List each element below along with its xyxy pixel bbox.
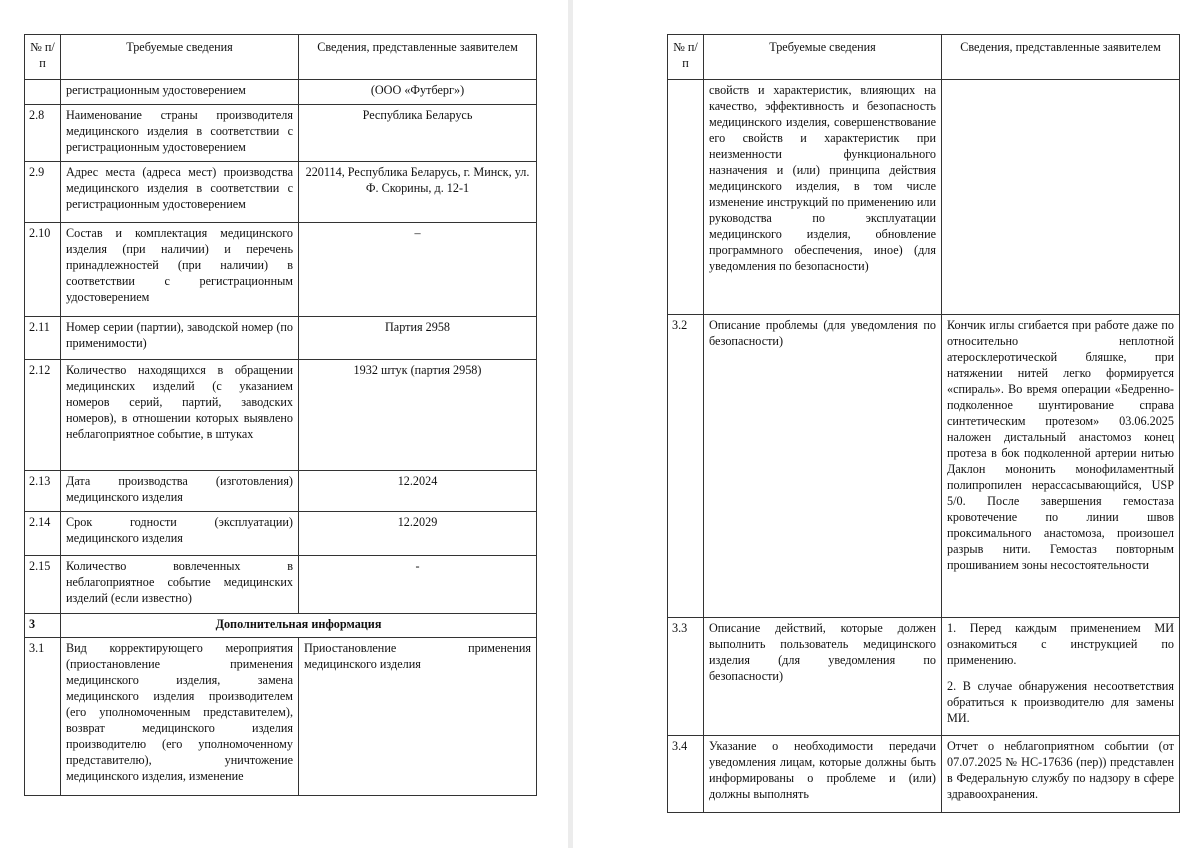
row-num: 2.10 [25,223,61,317]
row-provided: 220114, Республика Беларусь, г. Минск, ул. Ф. Скорины, д. 12-1 [299,162,537,223]
row-required: Количество вовлеченных в неблагоприятное событие медицинских изделий (если известно) [61,556,299,614]
row-num [668,80,704,315]
table-header-row [668,35,1180,80]
row-provided: Кончик иглы сгибается при работе даже по относительно неплотной атеросклеротической бляшке, при натяжении нитей легко формируется «спираль». Во время операции «Бедренно-подколенное шунтирование справа синтетическим протезом» 03.06.2025 наложен дистальный анастомоз конец протеза в бок подколенной артерии нитью Даклон мононить монофиламентный полипропилен нерассасывающийся, USP 5/0. После завершения гемостаза кровотечение по линии швов проксимального анастомоза, произошел разрыв нити. Гемостаз повторным прошиванием зоны несостоятельности [942,315,1180,618]
section-title: Дополнительная информация [61,614,537,638]
row-provided: 1932 штук (партия 2958) [299,360,537,471]
info-table-left [24,34,537,796]
document-page-left [0,0,568,848]
row-num: 3.2 [668,315,704,618]
row-provided: - [299,556,537,614]
row-required: Описание проблемы (для уведомления по безопасности) [704,315,942,618]
table-row [668,618,1180,736]
row-provided: (ООО «Футберг») [299,80,537,105]
row-num: 3.4 [668,736,704,813]
row-required: Вид корректирующего мероприятия (приостановление применения медицинского изделия, замена медицинского изделия производителем (его уполномоченным представителем), возврат медицинского изделия производителю (его уполномоченному представителю), уничтожение медицинского изделия, изменение [61,638,299,796]
header-provided: Сведения, представленные заявителем [942,35,1180,80]
table-row [25,317,537,360]
row-required: Указание о необходимости передачи уведомления лицам, которые должны быть информированы о проблеме и (или) должны выполнять [704,736,942,813]
row-num: 2.15 [25,556,61,614]
header-required: Требуемые сведения [61,35,299,80]
row-num: 2.13 [25,471,61,512]
row-num: 2.14 [25,512,61,556]
row-provided [942,618,1180,736]
row-required: Количество находящихся в обращении медицинских изделий (с указанием номеров серий, партий, заводских номеров), в отношении которых выявлено неблагоприятное событие, в штуках [61,360,299,471]
instruction-2: 2. В случае обнаружения несоответствия обратиться к производителю для замены МИ. [947,679,1174,725]
row-provided: – [299,223,537,317]
document-page-right [573,0,1201,848]
row-provided: Республика Беларусь [299,105,537,162]
table-row [25,162,537,223]
row-required: Описание действий, которые должен выполнить пользователь медицинского изделия (для уведомления по безопасности) [704,618,942,736]
row-required: Дата производства (изготовления) медицинского изделия [61,471,299,512]
header-required: Требуемые сведения [704,35,942,80]
info-table-right [667,34,1180,813]
table-row [25,223,537,317]
row-provided: 12.2024 [299,471,537,512]
row-num [25,80,61,105]
row-required: Срок годности (эксплуатации) медицинского изделия [61,512,299,556]
table-row [25,360,537,471]
row-required: свойств и характеристик, влияющих на качество, эффективность и безопасность медицинского изделия, совершенствование его свойств и характеристик при неизменности функционального назначения и (или) принципа действия медицинского изделия, в том числе изменение инструкций по применению или руководства по эксплуатации медицинского изделия, обновление программного обеспечения, иное) (для уведомления по безопасности) [704,80,942,315]
row-num: 2.11 [25,317,61,360]
table-row [25,471,537,512]
table-row [668,315,1180,618]
row-num: 3.1 [25,638,61,796]
row-required: Состав и комплектация медицинского изделия (при наличии) и перечень принадлежностей (при наличии) в соответствии с регистрационным удостоверением [61,223,299,317]
header-provided: Сведения, представленные заявителем [299,35,537,80]
row-num: 2.8 [25,105,61,162]
row-provided: Приостановление применения медицинского изделия [299,638,537,796]
table-header-row [25,35,537,80]
table-row [668,80,1180,315]
row-provided [942,80,1180,315]
table-row [25,105,537,162]
row-provided: Отчет о неблагоприятном событии (от 07.07.2025 № НС-17636 (пер)) представлен в Федеральную службу по надзору в сфере здравоохранения. [942,736,1180,813]
table-row [25,638,537,796]
table-row [25,80,537,105]
section-header-row [25,614,537,638]
section-num: 3 [25,614,61,638]
row-required: регистрационным удостоверением [61,80,299,105]
row-required: Наименование страны производителя медицинского изделия в соответствии с регистрационным удостоверением [61,105,299,162]
row-num: 2.12 [25,360,61,471]
table-row [25,556,537,614]
header-num: № п/п [668,35,704,80]
row-num: 3.3 [668,618,704,736]
table-row [25,512,537,556]
row-required: Адрес места (адреса мест) производства медицинского изделия в соответствии с регистрационным удостоверением [61,162,299,223]
instruction-1: 1. Перед каждым применением МИ ознакомиться с инструкцией по применению. [947,621,1174,667]
row-provided: 12.2029 [299,512,537,556]
table-row [668,736,1180,813]
row-required: Номер серии (партии), заводской номер (по применимости) [61,317,299,360]
row-provided: Партия 2958 [299,317,537,360]
row-num: 2.9 [25,162,61,223]
header-num: № п/п [25,35,61,80]
